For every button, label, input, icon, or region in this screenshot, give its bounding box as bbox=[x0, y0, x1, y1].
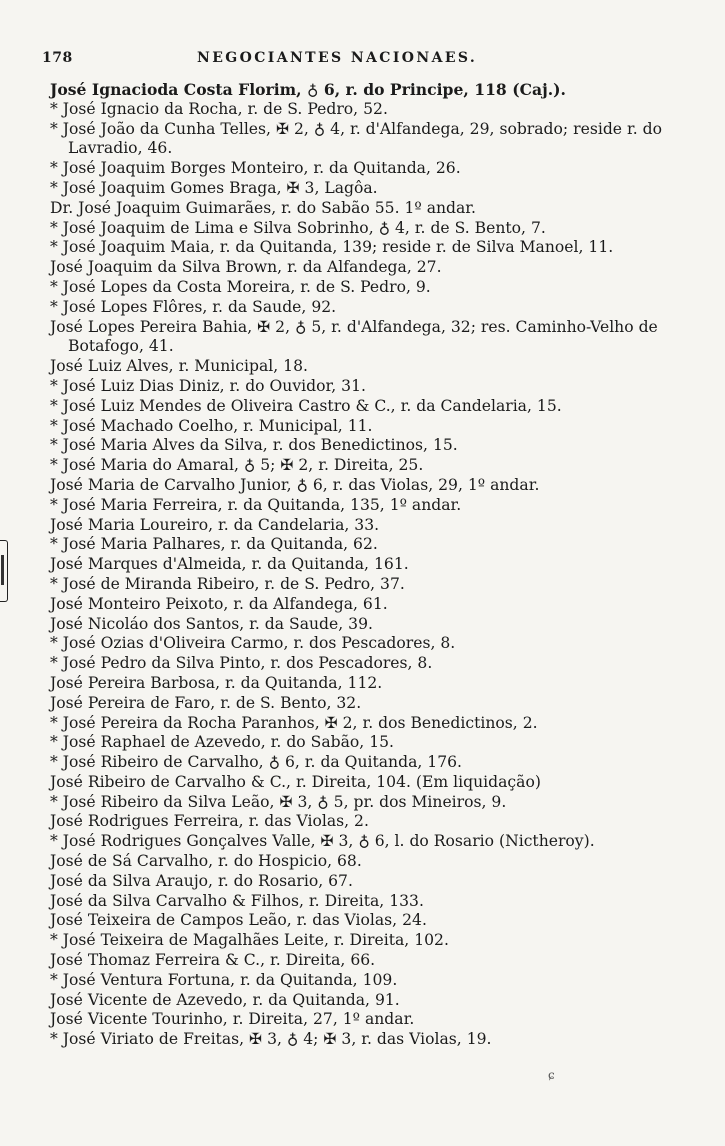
list-item: * José Ozias d'Oliveira Carmo, r. dos Pescadores, 8. bbox=[50, 634, 456, 653]
list-item: * José Ribeiro da Silva Leão, ✠ 3, ♁ 5, pr. dos Mineiros, 9. bbox=[50, 792, 507, 811]
list-item: José da Silva Carvalho & Filhos, r. Direita, 133. bbox=[50, 891, 424, 910]
list-item: José Ribeiro de Carvalho & C., r. Direita, 104. (Em liquidação) bbox=[50, 772, 541, 791]
list-item: * José Pereira da Rocha Paranhos, ✠ 2, r. dos Benedictinos, 2. bbox=[50, 713, 538, 732]
list-item: José Monteiro Peixoto, r. da Alfandega, 61. bbox=[50, 594, 388, 613]
list-item: * José Teixeira de Magalhães Leite, r. Direita, 102. bbox=[50, 931, 449, 950]
list-item: * José Pedro da Silva Pinto, r. dos Pescadores, 8. bbox=[50, 654, 433, 673]
list-item: * José Luiz Dias Diniz, r. do Ouvidor, 31. bbox=[50, 376, 366, 395]
list-item: José Vicente de Azevedo, r. da Quitanda, 91. bbox=[50, 990, 400, 1009]
list-item: * José Joaquim Maia, r. da Quitanda, 139; reside r. de Silva Manoel, 11. bbox=[50, 238, 614, 257]
list-item: José Rodrigues Ferreira, r. das Violas, 2. bbox=[50, 812, 369, 831]
list-item: José Maria Loureiro, r. da Candelaria, 33. bbox=[50, 515, 380, 534]
list-item: * José Rodrigues Gonçalves Valle, ✠ 3, ♁ 6, l. do Rosario (Nictheroy). bbox=[50, 832, 595, 851]
list-item: José Thomaz Ferreira & C., r. Direita, 66. bbox=[50, 951, 376, 970]
list-item: José Joaquim da Silva Brown, r. da Alfandega, 27. bbox=[50, 258, 442, 277]
list-item: José Lopes Pereira Bahia, ✠ 2, ♁ 5, r. d'Alfandega, 32; res. Caminho-Velho de Botafogo, 41. bbox=[50, 317, 658, 356]
stray-ink-mark: ɕ bbox=[548, 1068, 555, 1082]
list-item: José da Silva Araujo, r. do Rosario, 67. bbox=[50, 871, 353, 890]
list-item: * José Lopes Flôres, r. da Saude, 92. bbox=[50, 297, 337, 316]
list-item: * José de Miranda Ribeiro, r. de S. Pedro, 37. bbox=[50, 574, 405, 593]
list-item: José Ignacioda Costa Florim, ♁ 6, r. do Principe, 118 (Caj.). bbox=[50, 80, 566, 99]
list-item: * José João da Cunha Telles, ✠ 2, ♁ 4, r. d'Alfandega, 29, sobrado; reside r. do Lavradio, 46. bbox=[50, 119, 663, 158]
list-item: * José Maria Ferreira, r. da Quitanda, 135, 1º andar. bbox=[50, 495, 462, 514]
list-item: * José Joaquim Gomes Braga, ✠ 3, Lagôa. bbox=[50, 178, 378, 197]
binding-edge-mark bbox=[0, 540, 8, 602]
list-item: * José Ignacio da Rocha, r. de S. Pedro, 52. bbox=[50, 99, 388, 118]
list-item: * José Viriato de Freitas, ✠ 3, ♁ 4; ✠ 3, r. das Violas, 19. bbox=[50, 1030, 492, 1049]
list-item: José Pereira de Faro, r. de S. Bento, 32. bbox=[50, 693, 362, 712]
page-number: 178 bbox=[42, 50, 73, 66]
list-item: José Pereira Barbosa, r. da Quitanda, 112. bbox=[50, 673, 383, 692]
list-item: * José Joaquim de Lima e Silva Sobrinho, ♁ 4, r. de S. Bento, 7. bbox=[50, 218, 546, 237]
list-item: José Maria de Carvalho Junior, ♁ 6, r. das Violas, 29, 1º andar. bbox=[50, 475, 540, 494]
list-item: * José Maria do Amaral, ♁ 5; ✠ 2, r. Direita, 25. bbox=[50, 456, 424, 475]
list-item: * José Machado Coelho, r. Municipal, 11. bbox=[50, 416, 373, 435]
list-item: * José Maria Palhares, r. da Quitanda, 62. bbox=[50, 535, 378, 554]
page-header bbox=[42, 50, 682, 72]
list-item: José Luiz Alves, r. Municipal, 18. bbox=[50, 357, 308, 376]
list-item: * José Raphael de Azevedo, r. do Sabão, 15. bbox=[50, 733, 395, 752]
list-item: * José Ventura Fortuna, r. da Quitanda, 109. bbox=[50, 970, 398, 989]
list-item: * José Maria Alves da Silva, r. dos Benedictinos, 15. bbox=[50, 436, 458, 455]
list-item: José Nicoláo dos Santos, r. da Saude, 39. bbox=[50, 614, 373, 633]
list-item: * José Ribeiro de Carvalho, ♁ 6, r. da Quitanda, 176. bbox=[50, 753, 463, 772]
list-item: * José Joaquim Borges Monteiro, r. da Quitanda, 26. bbox=[50, 159, 461, 178]
list-item: José Marques d'Almeida, r. da Quitanda, 161. bbox=[50, 555, 409, 574]
list-item: * José Lopes da Costa Moreira, r. de S. Pedro, 9. bbox=[50, 277, 431, 296]
list-item: José de Sá Carvalho, r. do Hospicio, 68. bbox=[50, 852, 362, 871]
list-item: José Teixeira de Campos Leão, r. das Violas, 24. bbox=[50, 911, 427, 930]
list-item: José Vicente Tourinho, r. Direita, 27, 1º andar. bbox=[50, 1010, 415, 1029]
list-item: * José Luiz Mendes de Oliveira Castro & C., r. da Candelaria, 15. bbox=[50, 396, 562, 415]
running-title: NEGOCIANTES NACIONAES. bbox=[197, 50, 478, 66]
list-item: Dr. José Joaquim Guimarães, r. do Sabão 55. 1º andar. bbox=[50, 198, 477, 217]
merchant-list bbox=[50, 80, 690, 1050]
